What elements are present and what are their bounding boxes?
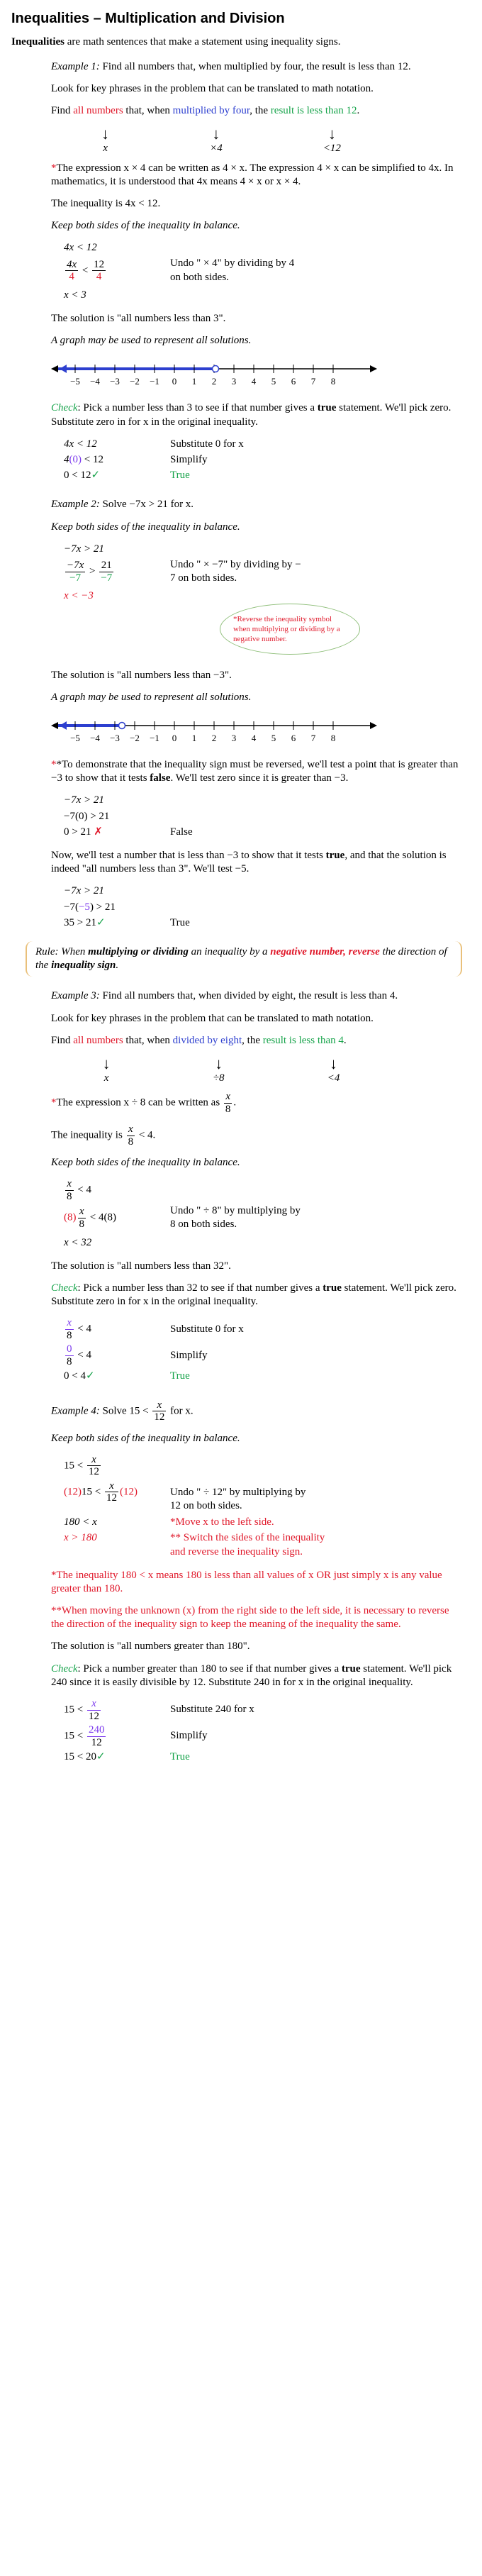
number-line-graph	[51, 713, 377, 748]
ex1-keep-balance: Keep both sides of the inequality in balance.	[51, 220, 240, 232]
ex1-look: Look for key phrases in the problem that can be translated to math notation.	[51, 82, 374, 94]
ex1-prompt: Example 1: Find all numbers that, when multiplied by four, the result is less than 12.	[51, 60, 411, 72]
tick-label: 3	[231, 733, 237, 744]
down-arrow-icon: ↓	[101, 125, 110, 143]
page-title: Inequalities – Multiplication and Division	[11, 11, 285, 26]
ex3-check: Check: Pick a number less than 32 to see if that number gives a true statement. We'll pick zero. Substitute zero in for x in the original inequality.	[51, 1282, 456, 1308]
ex3-inequality: The inequality is $\frac{x}{8}$ < 4.	[51, 1123, 156, 1148]
tick-label: −4	[90, 733, 100, 744]
tick-label: 2	[211, 376, 217, 387]
ex3-look: Look for key phrases in the problem that can be translated to math notation.	[51, 1012, 374, 1024]
reverse-tip-callout: *Reverse the inequality symbol when multiplying or dividing by a negative number.	[220, 604, 360, 655]
ex4-check: Check: Pick a number greater than 180 to see if that number gives a true statement. We'll pick 240 since it is easily divisible by 12. Substitute 240 in for x in the original inequality.	[51, 1662, 452, 1688]
ex2-demo: **To demonstrate that the inequality sign must be reversed, we'll test a point that is greater than −3 to show that it tests false. We'll test zero since it is greater than −3.	[51, 759, 459, 784]
ex2-test-steps: −7x > 21 −7(−5) > 21 35 > 21✓ True	[64, 885, 190, 928]
ex2-number-line	[51, 713, 462, 751]
ex3-find: Find all numbers that, when divided by eight, the result is less than 4.	[51, 1034, 347, 1046]
ex1-steps: 4x < 12 $\frac{4x}{4}$ < $\frac{12}{4}$ Undo " × 4" by dividing by 4 on both sides. x < 3	[64, 242, 295, 301]
tick-label: 1	[191, 376, 197, 387]
intro-term: Inequalities	[11, 35, 65, 48]
ex3-note: *The expression x ÷ 8 can be written as $\frac{x}{8}$ .	[51, 1091, 237, 1115]
tick-label: 4	[251, 733, 257, 744]
ex1-check-steps: 4x < 12 Substitute 0 for x 4(0) < 12 Simplify 0 < 12✓ True	[64, 438, 244, 482]
tick-label: −2	[130, 733, 140, 744]
tick-label: 2	[211, 733, 217, 744]
ex2-prompt: Example 2: Solve −7x > 21 for x.	[51, 499, 194, 511]
tick-label: 3	[231, 376, 237, 387]
tick-label: 5	[271, 376, 276, 387]
example-3	[51, 989, 462, 1764]
tick-label: 7	[310, 376, 316, 387]
ex1-solution: The solution is "all numbers less than 3".	[51, 313, 226, 325]
ex2-demo-steps: −7x > 21 −7(0) > 21 0 > 21 ✗ False	[64, 794, 193, 838]
tick-label: 1	[191, 733, 197, 744]
ex2-now: Now, we'll test a number that is less than −3 to show that it tests true, and that the solution is indeed "all numbers less than 3". We'll test −5.	[51, 850, 447, 875]
tick-label: −2	[130, 376, 140, 387]
tick-label: 8	[330, 733, 336, 744]
tick-label: 5	[271, 733, 276, 744]
ex3-arrows: ↓ x ↓ ÷8 ↓ <4	[102, 1054, 340, 1084]
down-arrow-icon: ↓	[212, 125, 220, 143]
tick-label: −3	[110, 733, 120, 744]
ex3-check-steps: $\frac{x}{8}$ < 4 Substitute 0 for x $\frac{0}{8}$ < 4 Simplify 0 < 4✓ True	[64, 1317, 244, 1382]
ex4-prompt: Example 4: Solve 15 < $\frac{x}{12}$ for x.	[51, 1399, 194, 1423]
tick-label: 6	[291, 733, 296, 744]
x-mark-icon: ✗	[94, 826, 103, 838]
tick-label: −1	[150, 733, 159, 744]
ex2-keep-balance: Keep both sides of the inequality in balance.	[51, 521, 240, 533]
tick-label: 0	[172, 376, 177, 387]
ex4-steps: 15 < $\frac{x}{12}$ (12)15 < $\frac{x}{12}$ (12) Undo " ÷ 12" by multiplying by 12 on both sides. 180 < x *Move x to the left side. x > 180 ** Switch the sides of the inequality and reverse the inequality sign.	[64, 1453, 325, 1558]
check-mark-icon: ✓	[85, 1370, 95, 1382]
tick-label: 8	[330, 376, 336, 387]
ex1-check: Check: Pick a number less than 3 to see if that number gives a true statement. We'll pick zero. Substitute zero in for x in the original inequality.	[51, 402, 452, 428]
ex1-note: *The expression x × 4 can be written as 4 × x. The expression 4 × x can be simplified to 4x. In mathematics, it is understood that 4x means 4 × x or x × 4.	[51, 162, 454, 187]
ex1-inequality: The inequality is 4x < 12.	[51, 197, 161, 209]
tick-label: −3	[110, 376, 120, 387]
ex4-note-2: **When moving the unknown (x) from the right side to the left side, it is necessary to reverse the direction of the inequality sign to keep the meaning of the inequality the same.	[51, 1605, 449, 1631]
ex4-solution: The solution is "all numbers greater than 180".	[51, 1640, 250, 1653]
ex4-keep-balance: Keep both sides of the inequality in balance.	[51, 1432, 240, 1444]
tick-label: 4	[251, 376, 257, 387]
check-mark-icon: ✓	[91, 470, 101, 482]
down-arrow-icon: ↓	[215, 1054, 223, 1072]
tick-label: −5	[70, 376, 80, 387]
ex4-note-1: *The inequality 180 < x means 180 is less than all values of x OR just simply x is any value greater than 180.	[51, 1569, 442, 1594]
lesson-page	[7, 0, 475, 1764]
down-arrow-icon: ↓	[327, 125, 336, 143]
ex1-arrows: ↓ x ↓ ×4 ↓ <12	[101, 125, 341, 155]
intro-text: are math sentences that make a statement using inequality signs.	[65, 35, 341, 48]
ex4-check-steps: 15 < $\frac{x}{12}$ Substitute 240 for x 15 < $\frac{240}{12}$ Simplify 15 < 20✓ True	[64, 1698, 254, 1763]
ex1-find: Find all numbers that, when multiplied by four, the result is less than 12.	[51, 105, 360, 117]
down-arrow-icon: ↓	[102, 1054, 111, 1072]
tick-label: −1	[150, 376, 159, 387]
ex3-steps: $\frac{x}{8}$ < 4 (8) $\frac{x}{8}$ < 4(8) Undo " ÷ 8" by multiplying by 8 on both sides. x < 32	[64, 1178, 301, 1248]
ex3-prompt: Example 3: Find all numbers that, when divided by eight, the result is less than 4.	[51, 990, 398, 1002]
tick-label: −4	[90, 376, 100, 387]
check-mark-icon: ✓	[96, 916, 106, 928]
ex2-solution: The solution is "all numbers less than −3".	[51, 669, 232, 681]
ex1-number-line	[51, 356, 462, 394]
ex3-solution: The solution is "all numbers less than 32".	[51, 1260, 231, 1272]
tick-label: 6	[291, 376, 296, 387]
rule-box: Rule: When multiplying or dividing an inequality by a negative number, reverse the direction of the inequality sign.	[26, 941, 462, 977]
example-1	[51, 60, 462, 930]
down-arrow-icon: ↓	[330, 1054, 338, 1072]
intro-paragraph	[11, 35, 471, 49]
number-line-graph	[51, 356, 377, 392]
tick-label: −5	[70, 733, 80, 744]
ex2-steps: −7x > 21 $\frac{-7x}{-7}$ > $\frac{21}{-7}$ Undo " × −7" by dividing by − 7 on both sides. x < −3 *Reverse the inequality symbol when multiplying or dividing by a negative number.	[64, 543, 462, 642]
ex1-graph-label: A graph may be used to represent all solutions.	[51, 335, 252, 347]
ex3-keep-balance: Keep both sides of the inequality in balance.	[51, 1157, 240, 1169]
ex2-graph-label: A graph may be used to represent all solutions.	[51, 691, 252, 703]
tick-label: 0	[172, 733, 177, 744]
check-mark-icon: ✓	[96, 1751, 106, 1763]
tick-label: 7	[310, 733, 316, 744]
